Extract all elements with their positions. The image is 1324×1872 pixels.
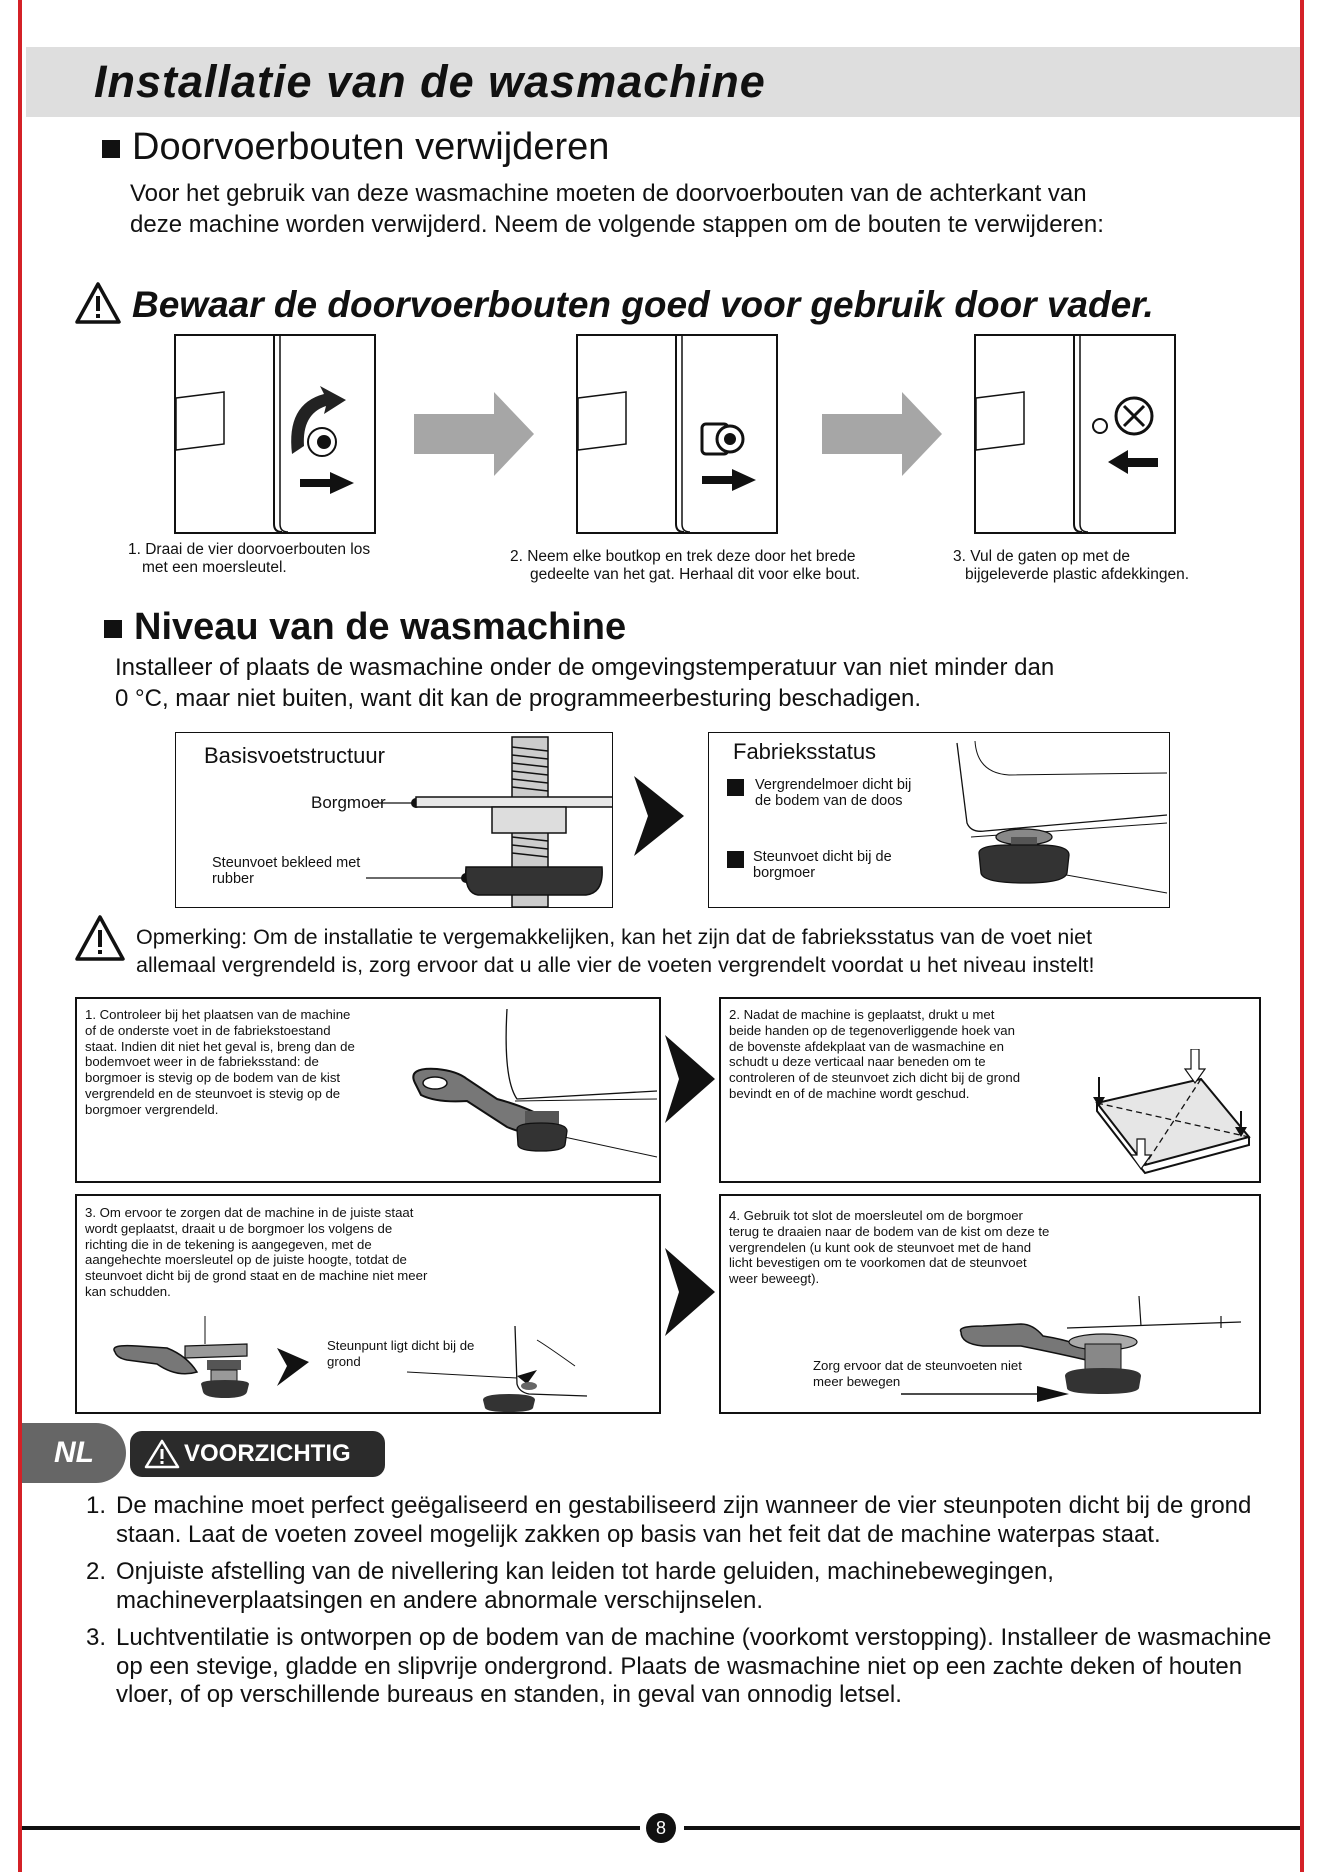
step3-illustration bbox=[974, 334, 1176, 534]
level-step-3-text: 3. Om ervoor te zorgen dat de machine in de juiste staat wordt geplaatst, draait u de borgmoer los volgens de richting die in de tekening is aangegeven, met de aangehechte moersleutel op de juiste hoogte, totdat de steunvoet dicht bij de grond staat en de machine niet meer kan schudden. bbox=[85, 1205, 428, 1299]
level-note: Opmerking: Om de installatie te vergemakkelijken, kan het zijn dat de fabrieksstatus van de voet niet allemaal vergrendeld is, zorg ervoor dat u alle vier de voeten vergrendelt voordat u het niveau instelt! bbox=[136, 925, 1095, 977]
section-heading-bolts: Doorvoerbouten verwijderen bbox=[102, 126, 609, 169]
factory-status-title: Fabrieksstatus bbox=[733, 739, 877, 764]
level-step-4-box bbox=[719, 1194, 1261, 1414]
list-item: 3. Luchtventilatie is ontworpen op de bodem van de machine (voorkomt verstopping). Installeer de wasmachine op een stevige, gladde en slipvrije ondergrond. Plaats de wasmachine niet op een zachte deken of houten vloer, of op verschillende bureaus en standen, in geval van onnodig letsel. bbox=[86, 1624, 1272, 1708]
level-step-2-text: 2. Nadat de machine is geplaatst, drukt u met beide handen op de tegenoverliggende hoek van de bovenste afdekplaat van de wasmachine en schudt u deze verticaal naar beneden om te controleren of de steunvoet zich dicht bij de grond bevindt en of de machine wordt geschud. bbox=[729, 1007, 1021, 1101]
level-step-2-box bbox=[719, 997, 1261, 1183]
level-step-1-box bbox=[75, 997, 661, 1183]
warning-triangle-icon bbox=[74, 281, 122, 325]
section-heading-level: Niveau van de wasmachine bbox=[104, 606, 626, 649]
caution-header bbox=[130, 1431, 385, 1477]
level-step-4-label: Zorg ervoor dat de steunvoeten niet meer bewegen bbox=[813, 1358, 1022, 1389]
page-number: 8 bbox=[646, 1813, 676, 1843]
level-step-3-box bbox=[75, 1194, 661, 1414]
arrow-right-icon bbox=[665, 1035, 715, 1123]
footer-rule-right bbox=[684, 1826, 1300, 1830]
step2-caption: 2. Neem elke boutkop en trek deze door het brede gedeelte van het gat. Herhaal dit voor elke bout. bbox=[510, 548, 861, 583]
caution-label: VOORZICHTIG bbox=[184, 1440, 351, 1467]
tighten-nut-drawing bbox=[721, 1196, 1261, 1414]
arrow-right-icon bbox=[665, 1248, 715, 1336]
foot-label: Steunvoet bekleed met rubber bbox=[212, 855, 361, 887]
factory-status-box: Fabrieksstatus Vergrendelmoer dicht bij de bodem van de doos Steunvoet dicht bij de borgmoer bbox=[708, 732, 1170, 908]
arrow-right-icon bbox=[634, 776, 684, 856]
footer-rule-left bbox=[22, 1826, 640, 1830]
wrench-foot-drawing bbox=[377, 999, 661, 1183]
list-item: 2. Onjuiste afstelling van de nivellering kan leiden tot harde geluiden, machinebewegingen, machineverplaatsingen en andere abnormale verschijnselen. bbox=[86, 1558, 1054, 1614]
arrow-right-icon bbox=[822, 392, 942, 476]
right-red-border bbox=[1300, 0, 1304, 1872]
bullet-square-icon bbox=[102, 140, 120, 158]
step3-caption: 3. Vul de gaten op met de bijgeleverde plastic afdekkingen. bbox=[953, 548, 1190, 583]
foot-structure-drawing bbox=[176, 733, 612, 907]
step1-caption: 1. Draai de vier doorvoerbouten los met een moersleutel. bbox=[128, 541, 371, 576]
factory-foot-drawing bbox=[709, 733, 1169, 907]
warning-triangle-icon bbox=[74, 914, 126, 962]
level-step-4-text: 4. Gebruik tot slot de moersleutel om de borgmoer terug te draaien naar de bodem van de kist om deze te vergrendelen (u kunt ook de steunvoet met de hand licht bevestigen om te voorkomen dat de steunvoet weer beweegt). bbox=[729, 1208, 1050, 1287]
loosen-nut-drawing bbox=[77, 1196, 661, 1414]
page-title: Installatie van de wasmachine bbox=[94, 56, 766, 107]
lock-nut-label: Borgmoer bbox=[311, 793, 386, 812]
caution-list bbox=[86, 1492, 1276, 1719]
left-red-border bbox=[18, 0, 22, 1872]
language-badge: NL bbox=[22, 1423, 126, 1483]
machine-top-press-drawing bbox=[1091, 1049, 1261, 1183]
level-intro: Installeer of plaats de wasmachine onder de omgevingstemperatuur van niet minder dan 0 °C, maar niet buiten, want dit kan de programmeerbesturing beschadigen. bbox=[115, 654, 1055, 712]
bolts-intro: Voor het gebruik van deze wasmachine moeten de doorvoerbouten van de achterkant van deze machine worden verwijderd. Neem de volgende stappen om de bouten te verwijderen: bbox=[130, 180, 1104, 238]
step1-illustration bbox=[174, 334, 376, 534]
base-structure-title: Basisvoetstructuur bbox=[204, 743, 385, 768]
level-step-1-text: 1. Controleer bij het plaatsen van de machine of de onderste voet in de fabriekstoestand staat. Indien dit niet het geval is, breng dan de bodemvoet weer in de fabrieksstand: de borgmoer is stevig op de bodem van de kist vergrendeld en de steunvoet is stevig op de borgmoer vergrendeld. bbox=[85, 1007, 355, 1117]
bolts-warning: Bewaar de doorvoerbouten goed voor gebruik door vader. bbox=[132, 284, 1154, 325]
warning-triangle-icon bbox=[144, 1439, 180, 1469]
step2-illustration bbox=[576, 334, 778, 534]
level-step-3-label: Steunpunt ligt dicht bij de grond bbox=[327, 1338, 475, 1369]
bullet-square-icon bbox=[104, 620, 122, 638]
list-item: 1. De machine moet perfect geëgaliseerd en gestabiliseerd zijn wanneer de vier steunpoten dicht bij de grond staan. Laat de voeten zoveel mogelijk zakken op basis van het feit dat de machine waterpas staat. bbox=[86, 1492, 1252, 1548]
arrow-right-icon bbox=[414, 392, 534, 476]
base-structure-box bbox=[175, 732, 613, 908]
